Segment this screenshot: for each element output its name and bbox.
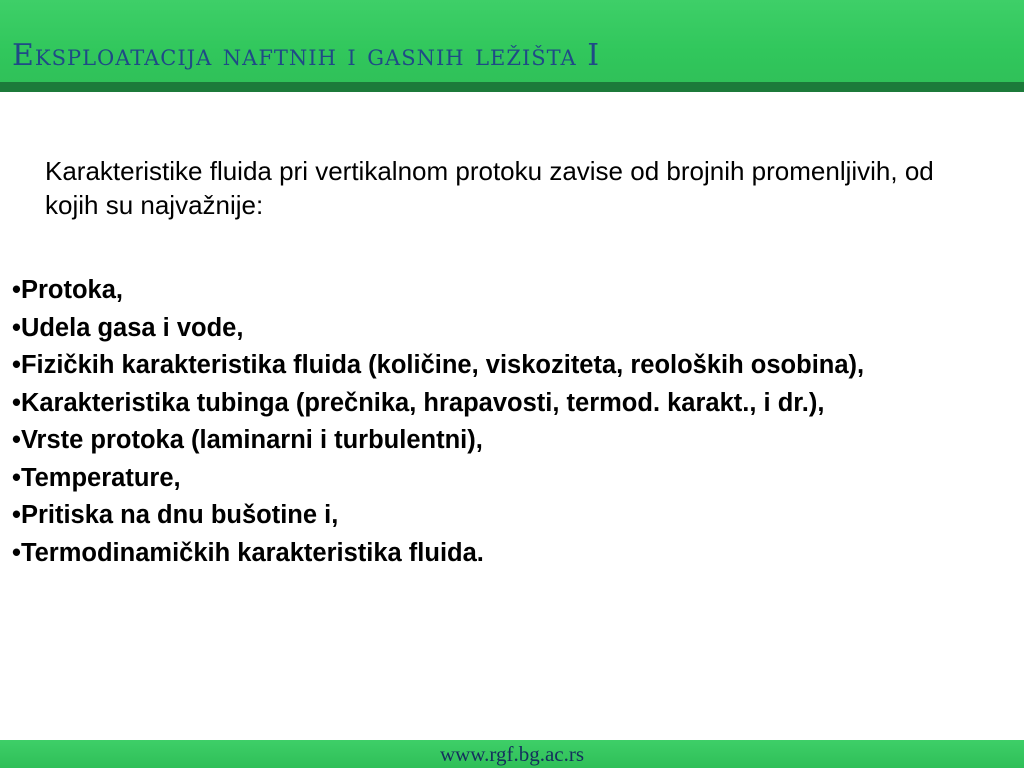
bullet-icon: • [12,538,21,567]
list-item [12,347,1018,385]
bullet-list [12,272,1018,572]
footer-url: www.rgf.bg.ac.rs [439,742,585,766]
bullet-icon: • [12,351,21,379]
footer-bar [0,740,1024,768]
list-item [12,460,1018,498]
list-item-text: Temperature, [20,463,181,492]
list-item-text: Termodinamičkih karakteristika fluida. [20,538,484,567]
header-bar [0,0,1024,92]
bullet-icon: • [12,463,21,492]
list-item [12,272,1018,310]
list-item-text: Karakteristika tubinga (prečnika, hrapavosti, termod. karakt., i dr.), [20,388,825,417]
header-divider [0,82,1024,92]
list-item-text: Udela gasa i vode, [20,313,244,342]
list-item-text: Pritiska na dnu bušotine i, [20,501,339,529]
slide-title: Eksploatacija naftnih i gasnih ležišta I [12,38,601,73]
list-item [12,535,1018,573]
list-item-text: Fizičkih karakteristika fluida (količine, viskoziteta, reoloških osobina), [20,351,865,379]
list-item [12,497,1018,535]
list-item [12,422,1018,460]
bullet-icon: • [12,313,21,342]
list-item [12,385,1018,423]
bullet-icon: • [12,501,21,529]
bullet-icon: • [12,276,21,304]
intro-paragraph: Karakteristike fluida pri vertikalnom protoku zavise od brojnih promenljivih, od kojih su najvažnije: [45,156,934,220]
bullet-icon: • [12,388,21,417]
list-item-text: Vrste protoka (laminarni i turbulentni), [20,426,483,454]
list-item-text: Protoka, [20,276,123,304]
list-item [12,310,1018,348]
bullet-icon: • [12,426,21,454]
